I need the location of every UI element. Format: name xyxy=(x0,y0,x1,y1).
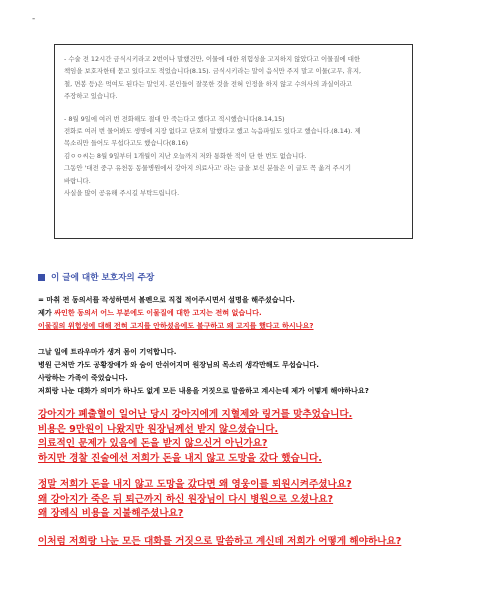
emphasis-line: 왜 장례식 비용을 지불해주셨나요? xyxy=(38,508,184,519)
content-line: 그날 일에 트라우마가 생겨 몸이 기억합니다. xyxy=(38,347,177,356)
box-line: 철, 면봉 등)은 먹여도 된다는 말인지. 본인들이 잘못한 것을 전혀 인정을 하지 않고 수의사의 과실이라고 xyxy=(64,79,353,88)
box-line: - 8월 9일에 여러 번 전화해도 절대 안 죽는다고 했다고 적시했습니다(8.14,15) xyxy=(64,114,285,123)
emphasis-line: 이처럼 저희랑 나눈 모든 대화를 거짓으로 말씀하고 계신데 저희가 어떻게 해야하나요? xyxy=(38,535,402,547)
spacer xyxy=(38,466,468,478)
emphasis-line: 의료적인 문제가 있음에 돈을 받지 않으신거 아닌가요? xyxy=(38,438,268,449)
box-line: 목소리만 들어도 무섭다고도 했습니다(8.16) xyxy=(64,139,189,148)
square-bullet-icon xyxy=(38,274,45,281)
section-title: 이 글에 대한 보호자의 주장 xyxy=(51,273,155,283)
highlight-text: 싸인한 동의서 어느 부분에도 이물질에 대한 고지는 전혀 없습니다. xyxy=(54,308,262,317)
content-line: 저희랑 나눈 대화가 의미가 하나도 없게 모든 내용을 거짓으로 말씀하고 계시는데 제가 어떻게 해야하나요? xyxy=(38,386,369,395)
box-line: 그동안 '대전 중구 유천동 동물병원에서 강아지 의료사고' 라는 글을 보신 분들은 이 글도 꼭 옮겨 주시기 xyxy=(64,164,352,173)
box-line: 김ㅇㅇ씨는 8월 9일부터 1개월이 지난 오늘까지 저와 통화한 적이 단 한 번도 없습니다. xyxy=(64,151,307,160)
content-line-highlight: 이물질의 위험성에 대해 전혀 고지를 안하셨음에도 불구하고 왜 고지를 했다고 하시나요? xyxy=(38,321,314,330)
emphasis-line: 정말 저희가 돈을 내지 않고 도망을 갔다면 왜 영웅이를 퇴원시켜주셨나요? xyxy=(38,479,352,490)
box-line: 전화로 여러 번 물어봐도 생명에 지장 없다고 단호히 말했다고 했고 녹음파일도 있다고 했습니다.(8.14). 제 xyxy=(64,127,361,136)
spacer xyxy=(38,332,468,345)
main-content xyxy=(38,293,468,549)
content-line: 사랑하는 가족이 죽었습니다. xyxy=(38,373,128,382)
spacer xyxy=(38,522,468,535)
box-line: 사실을 많이 공유해 주시길 부탁드립니다. xyxy=(64,189,180,198)
box-line: 바랍니다. xyxy=(64,176,91,185)
box-line: - 수술 전 12시간 금식시키라고 2번이나 말했건만, 이물에 대한 위험성을 고지하지 않았다고 이물질에 대한 xyxy=(64,55,361,63)
emphasis-line: 비용은 9만원이 나왔지만 원장님께선 받지 않으셨습니다. xyxy=(38,423,279,435)
box-line: 책임을 보호자한테 묻고 있다고도 적었습니다(8.15). 금식시키라는 말이 음식만 주지 말고 이물(고무, 휴지, xyxy=(64,67,362,76)
emphasis-line: 강아지가 폐출혈이 일어난 당시 강아지에게 지혈제와 링거를 맞추었습니다. xyxy=(38,409,353,420)
content-line xyxy=(38,306,468,319)
emphasis-line: 왜 강아지가 죽은 뒤 퇴근까지 하신 원장님이 다시 병원으로 오셨나요? xyxy=(38,493,334,505)
section-heading xyxy=(38,271,154,283)
box-line: 주장하고 있습니다. xyxy=(64,92,118,101)
content-line: = 마취 전 동의서를 작성하면서 볼펜으로 직접 적어주시면서 설명을 해주셨습니다. xyxy=(38,295,295,304)
content-line: 병원 근처만 가도 공황장애가 와 숨이 안쉬어지며 원장님의 목소리 생각만해도 무섭습니다. xyxy=(38,360,319,369)
emphasis-line: 하지만 경찰 진술에선 저희가 돈을 내지 않고 도망을 갔다 했습니다. xyxy=(38,452,322,464)
spacer xyxy=(38,397,468,408)
header-dash: - xyxy=(32,14,36,24)
paragraph-gap xyxy=(64,103,403,113)
content-text: 제가 xyxy=(38,308,55,317)
quote-box xyxy=(54,44,413,239)
